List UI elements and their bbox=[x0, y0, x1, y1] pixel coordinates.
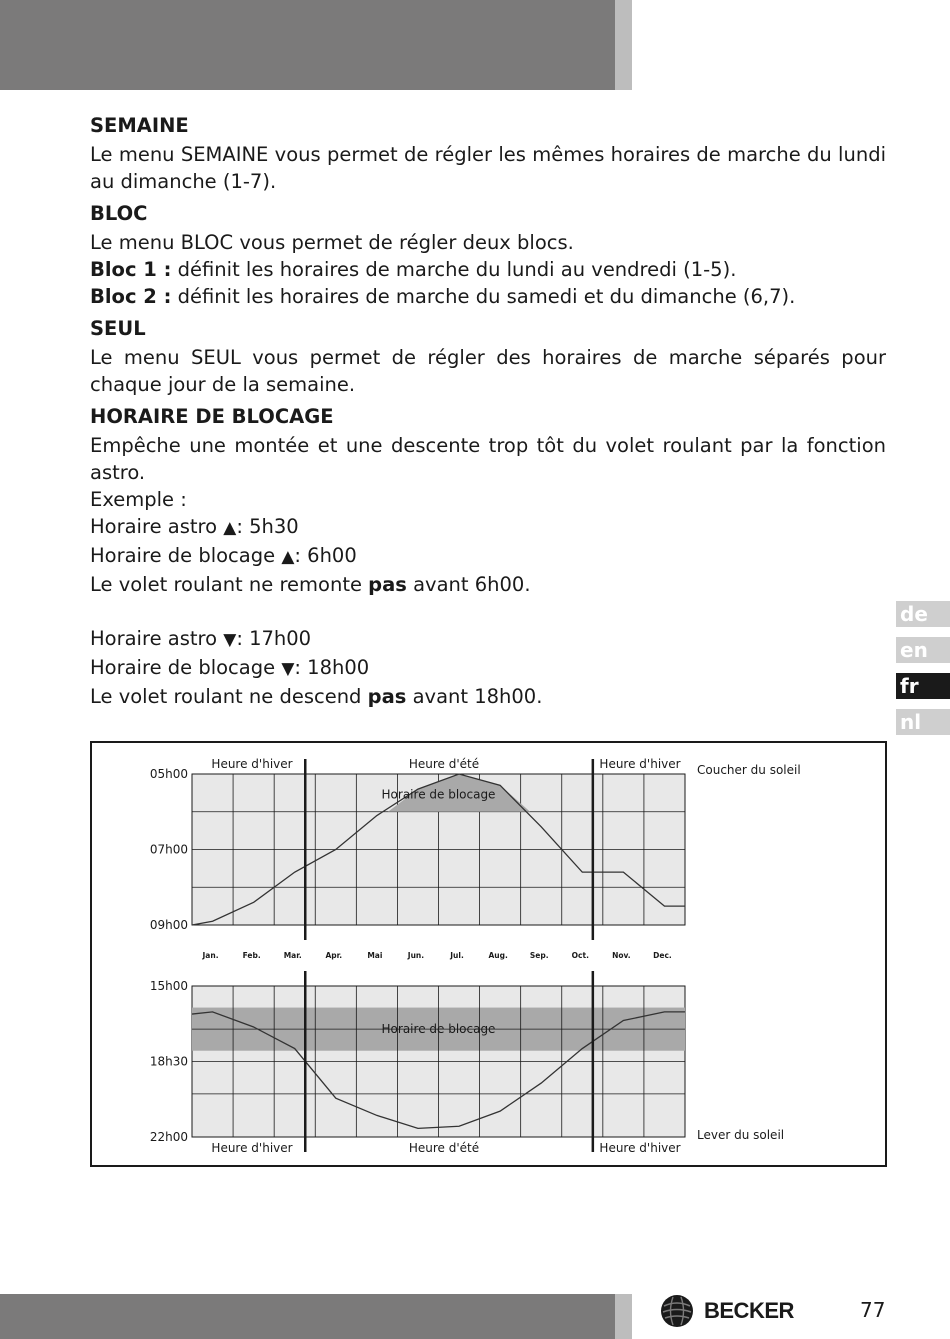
down-triangle-icon: ▼ bbox=[223, 630, 237, 650]
up-note-line bbox=[90, 571, 886, 598]
blocking-zone-label: Horaire de blocage bbox=[381, 1022, 496, 1037]
y-tick-label: 05h00 bbox=[149, 767, 188, 781]
block-down-line bbox=[90, 654, 886, 683]
period-label: Heure d'été bbox=[408, 1141, 480, 1155]
header-bar-strip bbox=[615, 0, 632, 90]
period-label: Heure d'hiver bbox=[211, 757, 293, 771]
x-tick-label: Sep. bbox=[529, 951, 549, 960]
section-title-bloc: BLOC bbox=[90, 202, 148, 225]
up-note-bold: pas bbox=[368, 573, 407, 596]
up-note-end: avant 6h00. bbox=[406, 573, 531, 596]
astro-up-value: : 5h30 bbox=[236, 515, 299, 538]
main-content bbox=[90, 113, 886, 716]
y-tick-label: 09h00 bbox=[149, 918, 188, 932]
chart-side-title: Lever du soleil bbox=[697, 1128, 785, 1142]
y-tick-label: 18h30 bbox=[149, 1054, 188, 1069]
astro-down-label: Horaire astro bbox=[90, 627, 224, 650]
y-tick-label: 15h00 bbox=[149, 979, 188, 993]
y-tick-label: 07h00 bbox=[149, 842, 188, 857]
bloc-1-label: Bloc 1 : bbox=[90, 258, 172, 281]
x-tick-label: Mar. bbox=[283, 951, 302, 960]
lang-tab-de[interactable]: de bbox=[896, 601, 950, 627]
header-bar bbox=[0, 0, 615, 90]
bloc-2-label: Bloc 2 : bbox=[90, 285, 172, 308]
becker-logo bbox=[660, 1294, 794, 1328]
section-title-seul: SEUL bbox=[90, 317, 146, 340]
x-tick-label: Apr. bbox=[325, 951, 343, 960]
x-tick-label: Jan. bbox=[202, 951, 219, 960]
horaire-intro: Empêche une montée et une descente trop tôt du volet roulant par la fonction astro. bbox=[90, 434, 886, 484]
footer-bar bbox=[0, 1294, 615, 1339]
period-label: Heure d'été bbox=[408, 757, 480, 771]
bloc-1-text: définit les horaires de marche du lundi au vendredi (1-5). bbox=[171, 258, 737, 281]
block-down-value: : 18h00 bbox=[294, 656, 370, 679]
down-note-text: Le volet roulant ne descend bbox=[90, 685, 368, 708]
down-note-line bbox=[90, 683, 886, 710]
bloc-2-line bbox=[90, 283, 886, 310]
chart-side-title: Coucher du soleil bbox=[697, 763, 801, 777]
bloc-intro: Le menu BLOC vous permet de régler deux blocs. bbox=[90, 231, 574, 254]
down-note-bold: pas bbox=[367, 685, 407, 708]
x-tick-label: Dec. bbox=[653, 951, 672, 960]
astro-down-value: : 17h00 bbox=[236, 627, 312, 650]
spacer bbox=[90, 598, 886, 625]
period-label: Heure d'hiver bbox=[211, 1141, 293, 1155]
sun-chart bbox=[92, 743, 885, 1165]
x-tick-label: Feb. bbox=[242, 951, 261, 960]
page-number: 77 bbox=[860, 1298, 886, 1322]
x-tick-label: Oct. bbox=[571, 951, 589, 960]
section-body-horaire bbox=[90, 432, 886, 710]
down-triangle-icon: ▼ bbox=[281, 659, 295, 679]
up-note-text: Le volet roulant ne remonte bbox=[90, 573, 369, 596]
bloc-2-text: définit les horaires de marche du samedi et du dimanche (6,7). bbox=[171, 285, 796, 308]
astro-up-line bbox=[90, 513, 886, 542]
blocking-zone-label: Horaire de blocage bbox=[381, 787, 496, 802]
period-label: Heure d'hiver bbox=[599, 757, 681, 771]
globe-icon bbox=[660, 1294, 694, 1328]
y-tick-label: 22h00 bbox=[149, 1130, 188, 1144]
down-note-end: avant 18h00. bbox=[406, 685, 543, 708]
block-up-label: Horaire de blocage bbox=[90, 544, 282, 567]
lang-tab-fr[interactable]: fr bbox=[896, 673, 950, 699]
sun-chart-box bbox=[90, 741, 887, 1167]
bloc-1-line bbox=[90, 256, 886, 283]
logo-text: BECKER bbox=[704, 1298, 794, 1323]
x-tick-label: Jun. bbox=[407, 951, 425, 960]
x-tick-label: Mai bbox=[367, 951, 383, 960]
x-tick-label: Jul. bbox=[450, 951, 464, 960]
footer-bar-strip bbox=[615, 1294, 632, 1339]
up-triangle-icon: ▲ bbox=[223, 518, 237, 538]
example-label: Exemple : bbox=[90, 488, 187, 511]
up-triangle-icon: ▲ bbox=[281, 547, 295, 567]
section-body-bloc bbox=[90, 229, 886, 310]
block-down-label: Horaire de blocage bbox=[90, 656, 282, 679]
x-tick-label: Aug. bbox=[488, 951, 508, 960]
lang-tab-nl[interactable]: nl bbox=[896, 709, 950, 735]
astro-up-label: Horaire astro bbox=[90, 515, 224, 538]
lang-tab-en[interactable]: en bbox=[896, 637, 950, 663]
x-tick-label: Nov. bbox=[612, 951, 631, 960]
block-up-line bbox=[90, 542, 886, 571]
section-title-horaire: HORAIRE DE BLOCAGE bbox=[90, 405, 334, 428]
language-tabs bbox=[896, 601, 950, 745]
section-title-semaine: SEMAINE bbox=[90, 114, 189, 137]
period-label: Heure d'hiver bbox=[599, 1141, 681, 1155]
section-body-seul: Le menu SEUL vous permet de régler des horaires de marche séparés pour chaque jour de la semaine. bbox=[90, 346, 886, 396]
section-body-semaine: Le menu SEMAINE vous permet de régler les mêmes horaires de marche du lundi au dimanche (1-7). bbox=[90, 143, 886, 193]
astro-down-line bbox=[90, 625, 886, 654]
block-up-value: : 6h00 bbox=[294, 544, 357, 567]
